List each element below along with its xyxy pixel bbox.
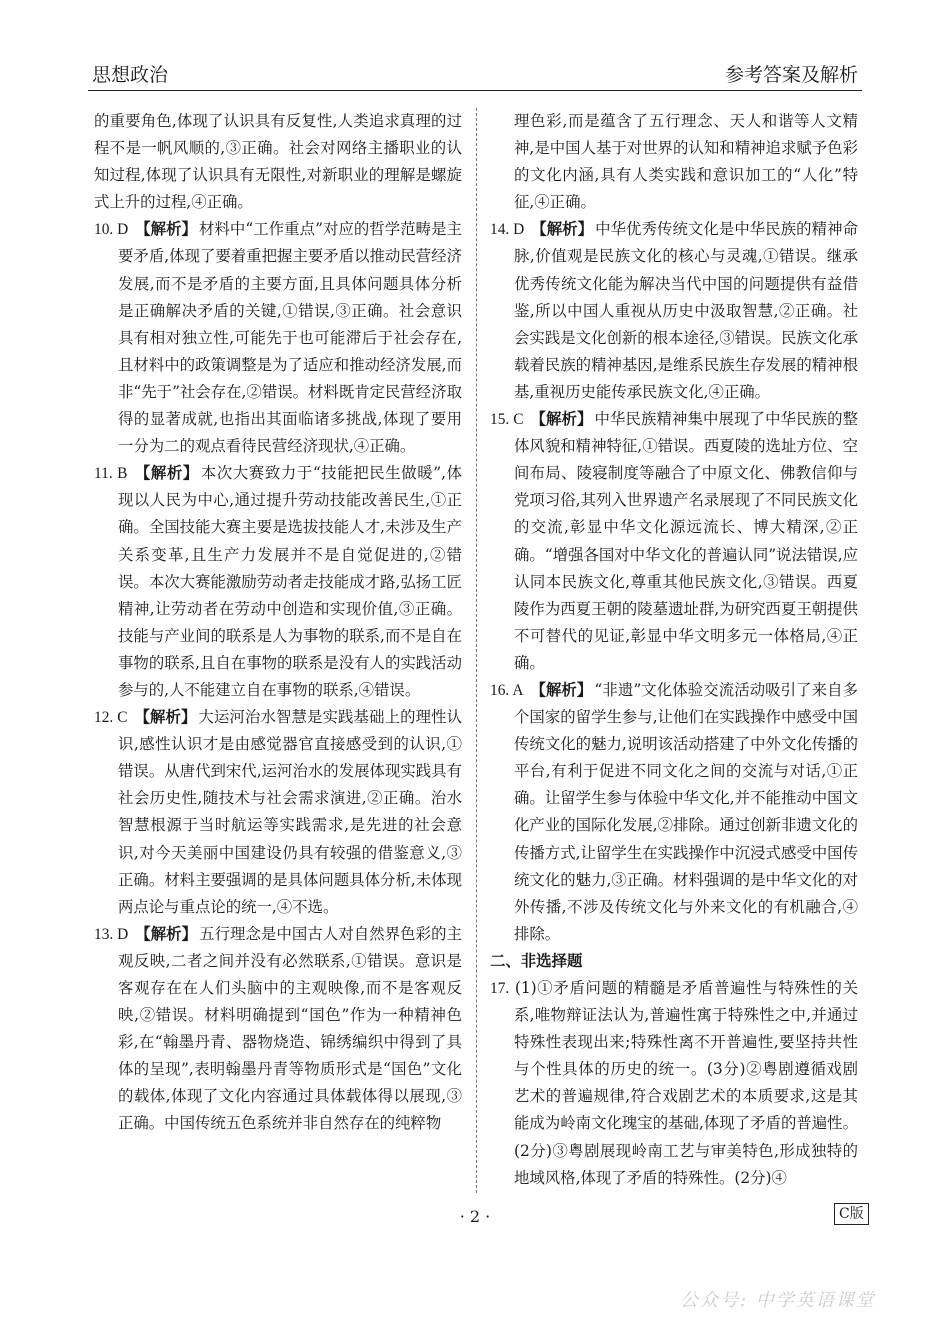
answer-text: 大运河治水智慧是实践基础上的理性认识,感性认识才是由感觉器官直接感受到的认识,①错误。从唐代到宋代,运河治水的发展体现实践具有社会历史性,随技术与社会需求演进,②正确。治水智慧根源于当时航运等实践需求,是先进的社会意识,对今天美丽中国建设仍具有较强的借鉴意义,③正确。材料主要强调的是具体问题具体分析,未体现两点论与重点论的统一,④不选。 [118,708,462,916]
answer-number: 10. D [94,221,129,239]
answer-number: 12. C [94,709,128,727]
analysis-tag: 【解析】 [135,924,198,943]
left-column [94,108,462,1138]
version-badge: C版 [834,1203,869,1225]
answer-item-12 [94,704,462,921]
answer-text: (1)①矛盾问题的精髓是矛盾普遍性与特殊性的关系,唯物辩证法认为,普遍性寓于特殊性之中,并通过特殊性表现出来;特殊性离不开普遍性,要坚持共性与个性具体的历史的统一。(3分)②粤剧遵循戏剧艺术的普遍规律,符合戏剧艺术的本质要求,这是其能成为岭南文化瑰宝的基础,体现了矛盾的普遍性。(2分)③粤剧展现岭南工艺与审美特色,形成独特的地域风格,体现了矛盾的特殊性。(2分)④ [514,979,858,1187]
answer-item-17 [490,975,858,1192]
section-heading: 二、非选择题 [490,951,583,970]
analysis-tag: 【解析】 [531,220,594,239]
analysis-tag: 【解析】 [530,680,593,699]
answer-item-15 [490,406,858,677]
answer-item-13 [94,921,462,1138]
answer-item-11 [94,460,462,704]
analysis-tag: 【解析】 [530,410,593,429]
answer-item-10 [94,216,462,460]
answer-number: 13. D [94,925,129,943]
answer-text: 中华优秀传统文化是中华民族的精神命脉,价值观是民族文化的核心与灵魂,①错误。继承优秀传统文化能为解决当代中国的问题提供有益借鉴,所以中国人重视从历史中汲取智慧,②正确。社会实践是文化创新的根本途径,③错误。民族文化承载着民族的精神基因,是维系民族生存发展的精神根基,重视历史能传承民族文化,④正确。 [514,220,858,401]
answer-item-14 [490,216,858,406]
page-number: · 2 · [459,1207,491,1226]
answer-number: 15. C [490,411,524,429]
answer-text: 材料中“工作重点”对应的哲学范畴是主要矛盾,体现了要着重把握主要矛盾以推动民营经济发展,而不是矛盾的主要方面,且具体问题具体分析是正确解决矛盾的关键,①错误,③正确。社会意识具有相对独立性,可能先于也可能滞后于社会存在,且材料中的政策调整是为了适应和推动经济发展,而非“先于”社会存在,②错误。材料既肯定民营经济取得的显著成就,也指出其面临诸多挑战,体现了要用一分为二的观点看待民营经济现状,④正确。 [118,220,462,456]
analysis-tag: 【解析】 [134,464,199,483]
answer-number: 16. A [490,681,524,699]
continuation-text: 的重要角色,体现了认识具有反复性,人类追求真理的过程不是一帆风顺的,③正确。社会对网络主播职业的认知过程,体现了认识具有无限性,对新职业的理解是螺旋式上升的过程,④正确。 [94,112,462,212]
answer-item-16 [490,677,858,948]
answer-number: 17. [490,980,510,997]
answer-number: 14. D [490,221,525,239]
continuation-text: 理色彩,而是蕴含了五行理念、天人和谐等人文精神,是中国人基于对世界的认知和精神追求赋予色彩的文化内涵,具有人类实践和意识加工的“人化”特征,④正确。 [514,112,858,212]
right-column [490,108,858,1192]
document-title: 参考答案及解析 [724,64,858,86]
analysis-tag: 【解析】 [135,220,198,239]
answer-text: 五行理念是中国古人对自然界色彩的主观反映,二者之间并没有必然联系,①错误。意识是客观存在在人们头脑中的主观映像,而不是客观反映,②错误。材料明确提到“国色”作为一种精神色彩,在“翰墨丹青、器物烧造、锦绣编织中得到了具体的呈现”,表明翰墨丹青等物质形式是“国色”文化的载体,体现了文化内容通过具体载体得以展现,③正确。中国传统五色系统并非自然存在的纯粹物 [118,924,462,1133]
page-header [88,56,862,91]
column-divider [476,108,477,1193]
answer-text: 本次大赛致力于“技能把民生做暖”,体现以人民为中心,通过提升劳动技能改善民生,①正确。全国技能大赛主要是选拔技能人才,未涉及生产关系变革,且生产力发展并不是自觉促进的,②错误。本次大赛能激励劳动者走技能成才路,弘扬工匠精神,让劳动者在劳动中创造和实现价值,③正确。技能与产业间的联系是人为事物的联系,而不是自在事物的联系,且自在事物的联系是没有人的实践活动参与的,人不能建立自在事物的联系,④错误。 [118,464,462,699]
analysis-tag: 【解析】 [134,708,197,727]
subject-title: 思想政治 [92,64,169,86]
watermark: 公众号: 中学英语课堂 [680,1290,876,1311]
answer-text: “非遗”文化体验交流活动吸引了来自多个国家的留学生参与,让他们在实践操作中感受中国传统文化的魅力,说明该活动搭建了中外文化传播的平台,有利于促进不同文化之间的交流与对话,①正确。让留学生参与体验中华文化,并不能推动中国文化产业的国际化发展,②排除。通过创新非遗文化的传播方式,让留学生在实践操作中沉浸式感受中国传统文化的魅力,③正确。材料强调的是中华文化的对外传播,不涉及传统文化与外来文化的有机融合,④排除。 [514,680,858,943]
answer-text: 中华民族精神集中展现了中华民族的整体风貌和精神特征,①错误。西夏陵的选址方位、空间布局、陵寝制度等融合了中原文化、佛教信仰与党项习俗,其列入世界遗产名录展现了不同民族文化的交流,彰显中华文化源远流长、博大精深,②正确。“增强各国对中华文化的普遍认同”说法错误,应认同本民族文化,尊重其他民族文化,③错误。西夏陵作为西夏王朝的陵墓遗址群,为研究西夏王朝提供不可替代的见证,彰显中华文明多元一体格局,④正确。 [514,410,858,672]
answer-number: 11. B [94,465,128,483]
